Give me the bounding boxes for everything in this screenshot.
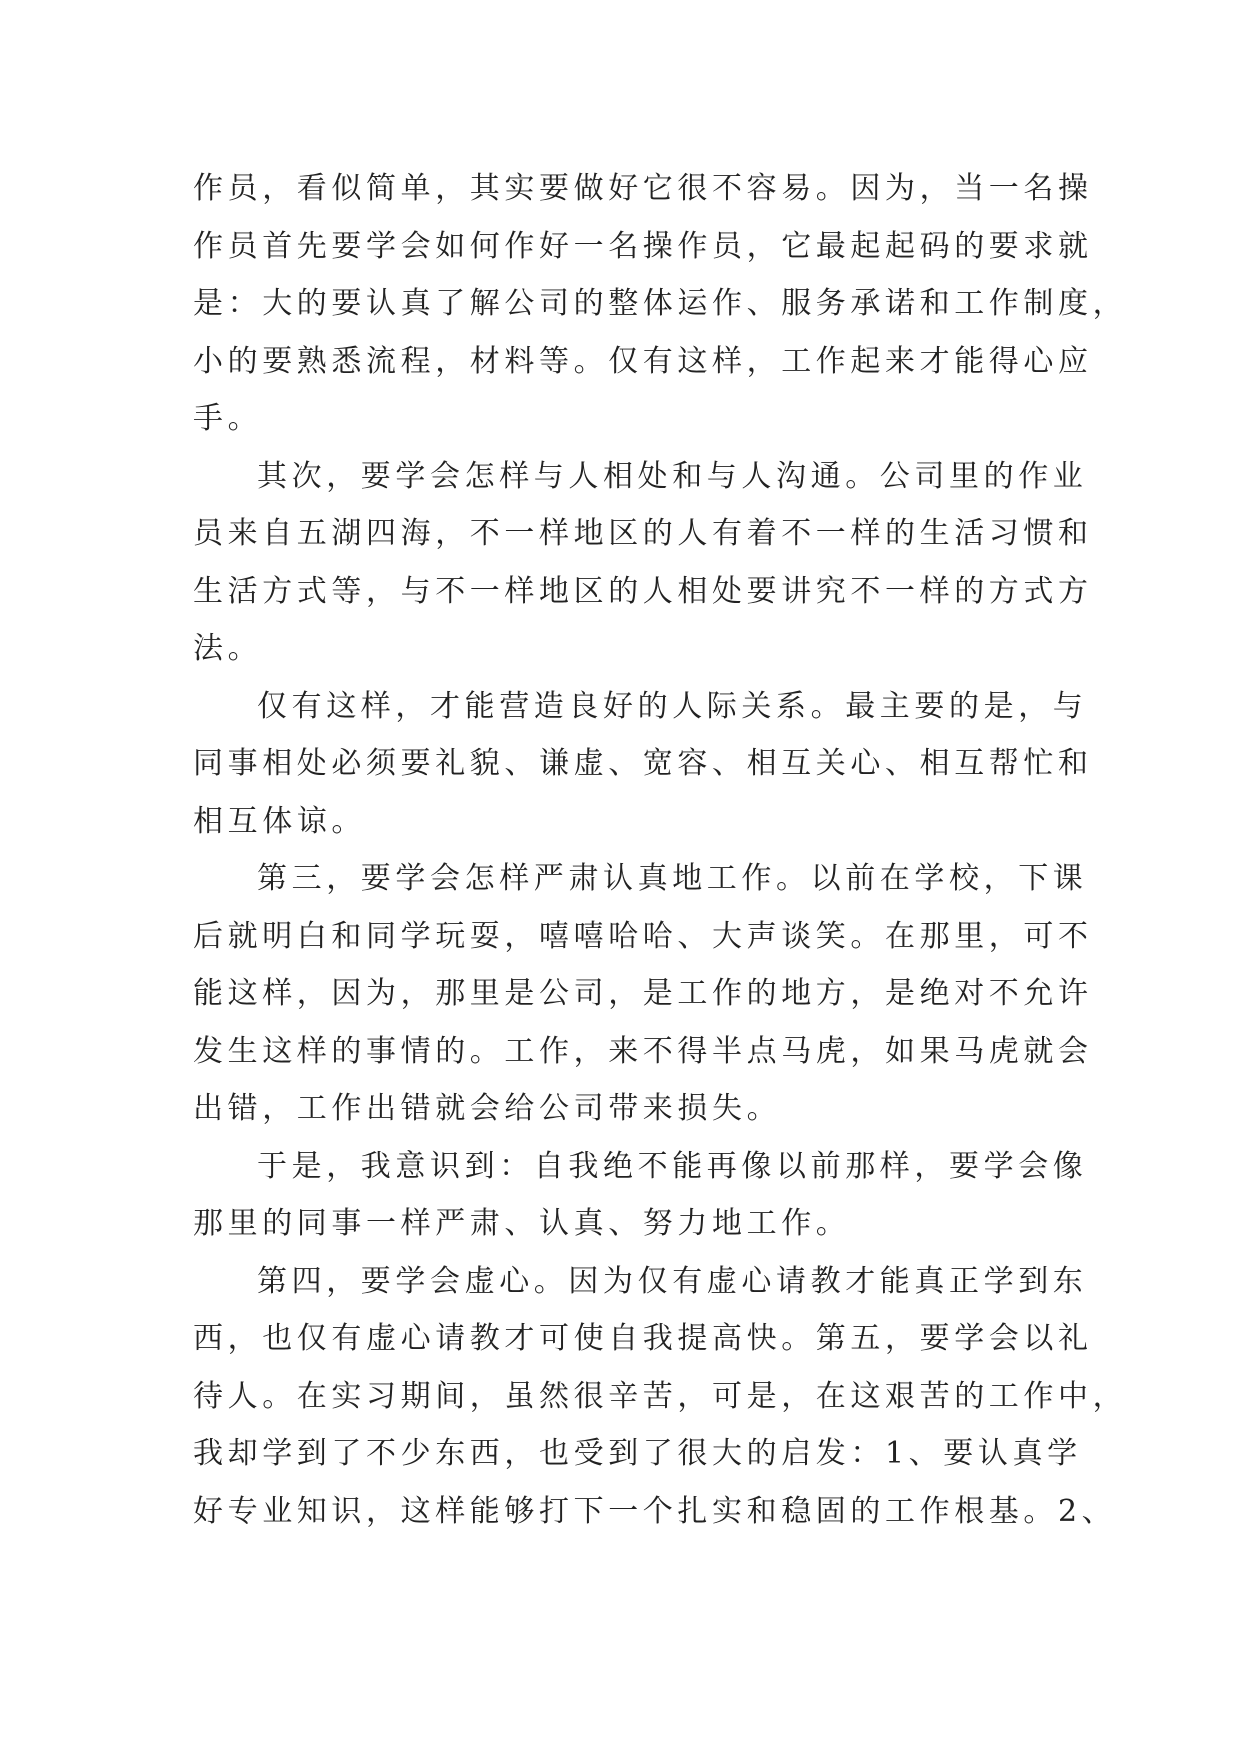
paragraph-first-line: 于是，我意识到：自我绝不能再像以前那样，要学会像 — [257, 1148, 1088, 1184]
text-line: 我却学到了不少东西，也受到了很大的启发：1、要认真学 — [193, 1436, 1082, 1471]
text-line: 生活方式等，与不一样地区的人相处要讲究不一样的方式方 — [193, 573, 1093, 609]
paragraph-first-line: 仅有这样，才能营造良好的人际关系。最主要的是，与 — [257, 688, 1088, 724]
paragraph-first-line: 第四，要学会虚心。因为仅有虚心请教才能真正学到东 — [257, 1263, 1088, 1299]
paragraph-first-line: 其次，要学会怎样与人相处和与人沟通。公司里的作业 — [257, 458, 1088, 494]
text-line: 作员，看似简单，其实要做好它很不容易。因为，当一名操 — [193, 171, 1093, 206]
paragraph-first-line: 第三，要学会怎样严肃认真地工作。以前在学校，下课 — [257, 861, 1088, 896]
text-line: 能这样，因为，那里是公司，是工作的地方，是绝对不允许 — [193, 976, 1093, 1011]
text-line: 出错，工作出错就会给公司带来损失。 — [193, 1091, 782, 1126]
text-line: 待人。在实习期间，虽然很辛苦，可是，在这艰苦的工作中， — [193, 1378, 1128, 1414]
text-line: 小的要熟悉流程，材料等。仅有这样，工作起来才能得心应 — [193, 343, 1093, 379]
text-line: 好专业知识，这样能够打下一个扎实和稳固的工作根基。2、 — [193, 1493, 1117, 1529]
text-line: 那里的同事一样严肃、认真、努力地工作。 — [193, 1206, 851, 1241]
text-line: 作员首先要学会如何作好一名操作员，它最起起码的要求就 — [193, 228, 1093, 264]
text-line: 相互体谅。 — [193, 803, 366, 839]
text-line: 发生这样的事情的。工作，来不得半点马虎，如果马虎就会 — [193, 1033, 1093, 1069]
text-line: 手。 — [193, 401, 263, 436]
text-line: 是：大的要认真了解公司的整体运作、服务承诺和工作制度， — [193, 286, 1128, 321]
text-line: 同事相处必须要礼貌、谦虚、宽容、相互关心、相互帮忙和 — [193, 746, 1093, 781]
text-line: 西，也仅有虚心请教才可使自我提高快。第五，要学会以礼 — [193, 1321, 1093, 1356]
document-body — [193, 160, 1128, 1540]
text-line: 法。 — [193, 631, 263, 666]
text-line: 员来自五湖四海，不一样地区的人有着不一样的生活习惯和 — [193, 516, 1093, 551]
text-line: 后就明白和同学玩耍，嘻嘻哈哈、大声谈笑。在那里，可不 — [193, 918, 1093, 954]
